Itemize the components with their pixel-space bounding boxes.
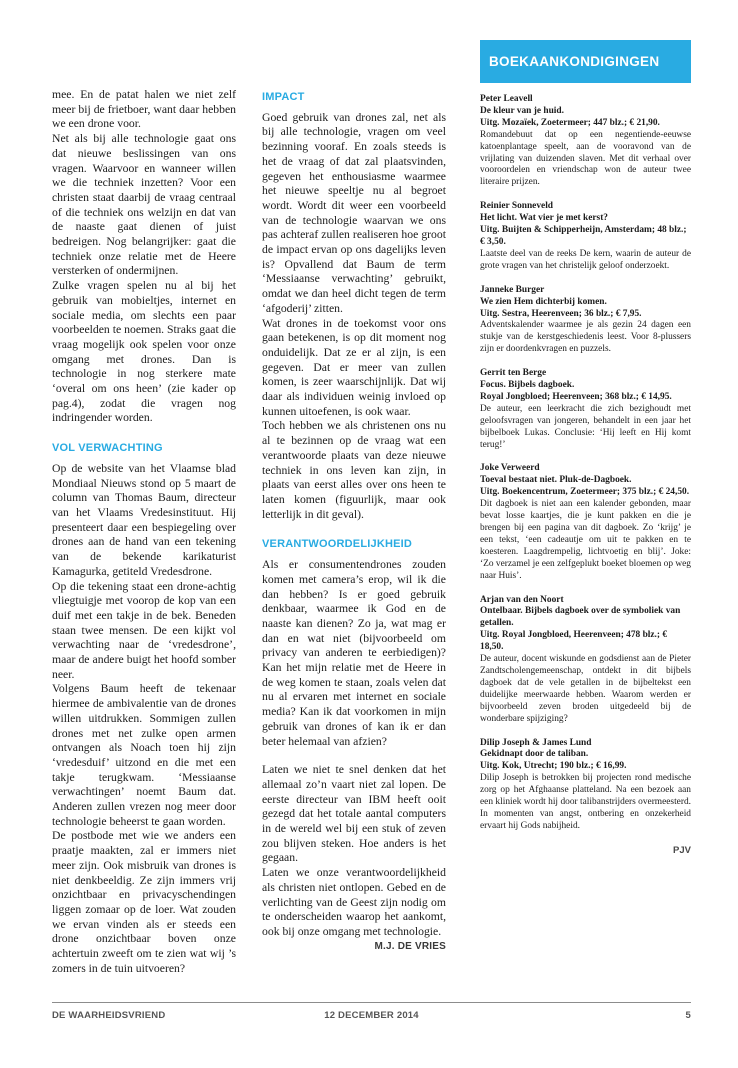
- book-title: Toeval bestaat niet. Pluk-de-Dagboek.: [480, 475, 632, 486]
- book-author: Janneke Burger: [480, 284, 545, 295]
- footer-page-number: 5: [685, 1010, 691, 1021]
- book-title: De kleur van je huid.: [480, 105, 564, 116]
- book-title: Ontelbaar. Bijbels dagboek over de symboliek van getallen.: [480, 606, 681, 629]
- sidebar-header-title: BOEKAANKONDIGINGEN: [489, 54, 660, 69]
- book-title: Gekidnapt door de taliban.: [480, 749, 589, 760]
- article-paragraph: Toch hebben we als christenen ons nu al te bezinnen op de vraag wat een verantwoorde plaats van deze nieuwe techniek in ons leven kan zijn, in plaats van eerst alles over ons heen te laten komen (figuurlijk, maar ook letterlijk in dit geval).: [262, 419, 446, 521]
- book-publisher: Uitg. Boekencentrum, Zoetermeer; 375 blz.; € 24,50.: [480, 487, 690, 498]
- book-description: Dit dagboek is niet aan een kalender gebonden, maar bevat losse kaartjes, die je kunt pakken en die je brengen bij een pagina van dit dagboek. Zo ‘krijg’ je een tekst, ‘een cadeautje om uit te pakken en te koesteren. Laagdrempelig, lichtvoetig en blij’. Joke: ‘Zo verzamel je een zelfgeplukt boeket bloemen op weg naar Huis’.: [480, 499, 691, 581]
- article-author-byline: M.J. DE VRIES: [374, 940, 446, 952]
- sidebar-author-byline: PJV: [673, 844, 691, 856]
- book-entry: [480, 94, 691, 189]
- footer-journal-name: DE WAARHEIDSVRIEND: [52, 1010, 166, 1021]
- book-description: De auteur, een leerkracht die zich bezighoudt met geloofsvragen van jongeren, behandelt in een jaar het bijbelboek Lukas. Conclusie: ‘Hij leeft en Hij komt terug!’: [480, 403, 691, 450]
- book-description: De auteur, docent wiskunde en godsdienst aan de Pieter Zandtscholengemeenschap, ontdekt in dit bijbels dagboek dat de vele getallen in de bijbeltekst een duidelijke meerwaarde hebben. Waarom werden er bijvoorbeeld zeven broden uitgedeeld bij de wonderbare spijziging?: [480, 654, 691, 724]
- article-paragraph: Volgens Baum heeft de tekenaar hiermee de ambivalentie van de drones willen uitdrukken. Sommigen zullen drones met net zulke open armen ontvangen als Noach toen hij zijn ‘vredesduif’ uitzond en die met een takje terugkwam. ‘Messiaanse verwachtingen’ noemt Baum dat. Anderen zullen vrezen nog meer door technologie beheerst te gaan worden.: [52, 682, 236, 828]
- article-paragraph: Laten we niet te snel denken dat het allemaal zo’n vaart niet zal lopen. De eerste directeur van IBM heeft ooit gezegd dat het totale aantal computers in de wereld wel bij een stuk of zeven zou blijven steken. Hoe anders is het gegaan.: [262, 763, 446, 865]
- book-author: Dilip Joseph & James Lund: [480, 737, 592, 748]
- article-paragraph: Op de website van het Vlaamse blad Mondiaal Nieuws stond op 5 maart de column van Thomas Baum, directeur van het Vlaams Vredesinstituut. Hij presenteert daar een bespiegeling over drones aan de hand van een tekening van de bekende karikaturist Kamagurka, getiteld Vredesdrone.: [52, 461, 236, 578]
- book-announcements-sidebar: [480, 40, 691, 857]
- article-paragraph: Op die tekening staat een drone-achtig vliegtuigje met voorop de kop van een duif met een takje in de bek. Beneden staan twee mensen. De een kijkt vol verwachting naar de ‘vredesdrone’, maar de andere buigt het hoofd somber neer.: [52, 579, 236, 681]
- article-paragraph: Zulke vragen spelen nu al bij het gebruik van mobieltjes, internet en sociale media, om slechts een paar voorbeelden te noemen. Straks gaat die vraag mogelijk ook spelen voor onze omgang met drones. Dan is technologie in nog sterkere mate ‘overal om ons heen’ (zie kader op pag.4), zodat die vragen nog indringender worden.: [52, 279, 236, 425]
- book-author: Reinier Sonneveld: [480, 201, 554, 212]
- book-author: Gerrit ten Berge: [480, 368, 547, 379]
- article-paragraph: Laten we onze verantwoordelijkheid als christen niet ontlopen. Gebed en de verlichting van de Geest zijn nodig om te onderscheiden waarop het aankomt, ook bij onze omgang met technologie.: [262, 866, 446, 938]
- book-title: We zien Hem dichterbij komen.: [480, 296, 607, 307]
- book-list: [480, 94, 691, 857]
- footer-issue-date: 12 DECEMBER 2014: [324, 1010, 419, 1021]
- article-column-1: [52, 88, 236, 976]
- article-paragraph: Wat drones in de toekomst voor ons gaan betekenen, is op dit moment nog onduidelijk. Dat ze er al zijn, is een gegeven. Dat er meer van zullen komen, is zeer waarschijnlijk. Dat wij daar als individuen weinig invloed op kunnen uitoefenen, is ook waar.: [262, 316, 446, 418]
- book-title: Focus. Bijbels dagboek.: [480, 380, 575, 391]
- book-description: Adventskalender waarmee je als gezin 24 dagen een stukje van de kerstgeschiedenis leest. Voor 8-plussers zijn er doordenkvragen en puzzels.: [480, 320, 691, 355]
- book-entry: [480, 285, 691, 356]
- book-author: Arjan van den Noort: [480, 594, 564, 605]
- book-description: Romandebuut dat op een negentiende-eeuwse katoenplantage speelt, aan de vooravond van de vrijlating van duizenden slaven. Met dit verhaal over vooroordelen en vriendschap won de auteur twee literaire prijzen.: [480, 129, 691, 188]
- book-title: Het licht. Wat vier je met kerst?: [480, 213, 608, 224]
- book-entry: [480, 368, 691, 451]
- article-paragraph: Als er consumentendrones zouden komen met camera’s erop, wil ik die dan hebben? Is er goed gebruik denkbaar, waarmee ik God en de naaste kan dienen? Zo ja, wat mag er dan en wat niet (bijvoorbeeld om privacy van anderen te eerbiedigen)? Kan het mijn relatie met de Heere in de weg komen te staan, zoals velen dat nu al ervaren met internet en sociale media? Kan ik dat voorkomen in mijn gebruik van drones of kan ik er dan beter helemaal van afzien?: [262, 558, 446, 748]
- book-publisher: Uitg. Royal Jongbloed, Heerenveen; 478 blz.; € 18,50.: [480, 630, 668, 653]
- article-paragraph: Goed gebruik van drones zal, net als bij alle technologie, vragen om veel bezinning vooraf. En zoals steeds is het de vraag of dat zal plaatsvinden, gegeven het enthousiasme waarmee het nieuwe speeltje nu al begroet wordt. Wordt dit weer een voorbeeld van de technologie waarvan we ons pas achteraf zullen realiseren hoe groot de impact ervan op ons dagelijks leven is? Opvallend dat Baum de term ‘Messiaanse verwachting’ gebruikt, omdat we dan heel dicht tegen de term ‘afgoderij’ zitten.: [262, 110, 446, 315]
- article-column-2: [262, 88, 446, 954]
- book-publisher: Uitg. Mozaïek, Zoetermeer; 447 blz.; € 21,90.: [480, 117, 660, 128]
- book-publisher: Uitg. Sestra, Heerenveen; 36 blz.; € 7,95.: [480, 308, 642, 319]
- sidebar-header-banner: [480, 40, 691, 83]
- book-publisher: Uitg. Buijten & Schipperheijn, Amsterdam; 48 blz.; € 3,50.: [480, 225, 687, 247]
- article-paragraph: De postbode met wie we anders een praatje maakten, zal er immers niet meer zijn. Ook misbruik van drones is niet denkbeeldig. Ze zijn immers vrij onzichtbaar en privacyschendingen liggen zomaar op de loer. Wat zouden we ervan vinden als er steeds een drone onzichtbaar boven onze achtertuin zweeft om te zien wat wij ’s zomers in de tuin uitvoeren?: [52, 829, 236, 975]
- article-paragraph: mee. En de patat halen we niet zelf meer bij de frietboer, want daar hebben we een drone voor.: [52, 88, 236, 131]
- book-description: Dilip Joseph is betrokken bij projecten rond medische zorg op het Afghaanse platteland. Na een bezoek aan een kliniek wordt hij door talibanstrijders overmeesterd. In momenten van angst, ontbering en onzekerheid ervaart hij Gods nabijheid.: [480, 773, 691, 831]
- book-author: Peter Leavell: [480, 94, 533, 104]
- article-paragraph: Net als bij alle technologie gaat ons dat nieuwe beslissingen van ons vragen. Waarvoor en wanneer willen we die techniek inzetten? Voor een christen staat daarbij de vraag centraal of die techniek ons welzijn en dat van de naaste gaat dienen of juist bedreigen. Nog belangrijker: gaat die techniek onze relatie met de Heere versterken of ondermijnen.: [52, 132, 236, 278]
- book-publisher: Uitg. Kok, Utrecht; 190 blz.; € 16,99.: [480, 761, 627, 772]
- book-entry: [480, 738, 691, 833]
- section-heading-verantwoordelijkheid: VERANTWOORDELIJKHEID: [262, 538, 413, 551]
- book-entry: [480, 201, 691, 272]
- book-entry: [480, 463, 691, 582]
- book-description: Laatste deel van de reeks De kern, waarin de auteur de grote vragen van het christelijk geloof onderzoekt.: [480, 248, 691, 271]
- footer-divider: [52, 1002, 691, 1003]
- book-entry: [480, 595, 691, 726]
- section-heading-impact: IMPACT: [262, 91, 305, 103]
- book-publisher: Royal Jongbloed; Heerenveen; 368 blz.; € 14,95.: [480, 391, 672, 402]
- book-author: Joke Verweerd: [480, 463, 540, 474]
- section-heading-vol-verwachting: VOL VERWACHTING: [52, 442, 163, 455]
